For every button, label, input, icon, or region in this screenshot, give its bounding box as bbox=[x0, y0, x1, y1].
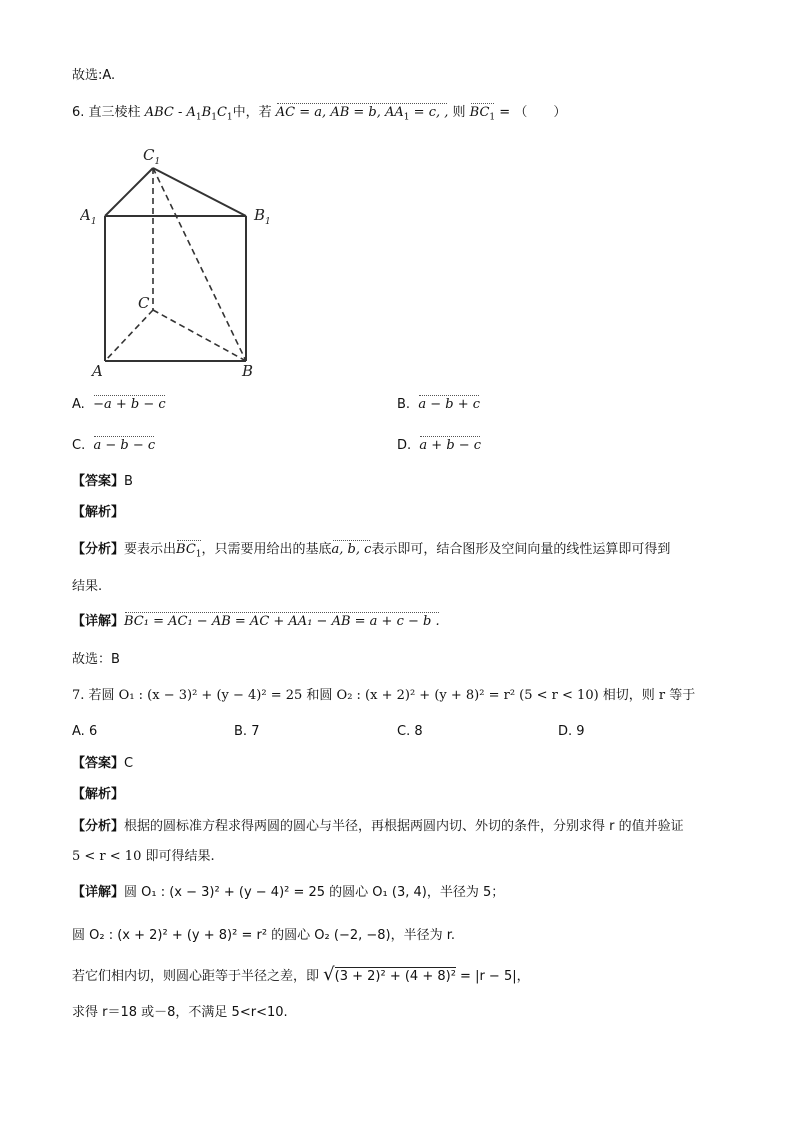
q7-detail-3: 若它们相内切，则圆心距等于半径之差，即 √(3 + 2)² + (4 + 8)² = |r − 5|， bbox=[72, 964, 530, 985]
q6-stem bbox=[72, 103, 566, 128]
q7-analysis-heading: 【解析】 bbox=[72, 787, 125, 802]
sqrt-radicand: (3 + 2)² + (4 + 8)² bbox=[334, 969, 456, 984]
prism-name: ABC - $A_1B_1C_1$ bbox=[144, 105, 233, 123]
q6-option-a: A. −a + b − c bbox=[72, 395, 166, 415]
q6-conclusion: 故选：B bbox=[72, 652, 120, 667]
q6-fenxi: 【分析】要表示出$BC_1$，只需要用给出的基底a, b, c表示即可，结合图形及空间向量的线性运算即可得到 bbox=[72, 540, 670, 565]
q6-number: 6. bbox=[72, 105, 85, 120]
q7-stem: 7. 若圆 O₁ : (x − 3)² + (y − 4)² = 25 和圆 O₂ : (x + 2)² + (y + 8)² = r² (5 < r < 10) 相切，则 r 等于 bbox=[72, 688, 696, 703]
conclusion-q5: 故选:A. bbox=[72, 68, 116, 83]
label-b1: $B_1$ bbox=[254, 206, 271, 227]
q7-fenxi-end: 5 < r < 10 即可得结果. bbox=[72, 849, 215, 864]
label-c: C bbox=[138, 294, 150, 312]
edge-a1c1 bbox=[105, 168, 153, 216]
q6-option-d: D. a + b − c bbox=[397, 436, 481, 456]
label-a: A bbox=[92, 362, 103, 380]
q6-stem-d: = （ ） bbox=[499, 105, 567, 120]
q6-option-b: B. a − b + c bbox=[397, 395, 480, 415]
q6-stem-a: 直三棱柱 bbox=[88, 105, 141, 120]
target-vector-2: $BC_1$ bbox=[176, 540, 201, 565]
q7-option-d: D. 9 bbox=[558, 724, 585, 739]
target-vector: $BC_1$ bbox=[470, 103, 495, 128]
q6-stem-c: 则 bbox=[452, 105, 466, 120]
given-vectors: AC = a, AB = b, $AA_1 = c$, , bbox=[276, 103, 449, 128]
q7-option-b: B. 7 bbox=[234, 724, 260, 739]
q7-fenxi: 【分析】根据的圆标准方程求得两圆的圆心与半径，再根据两圆内切、外切的条件，分别求得 r 的值并验证 bbox=[72, 819, 684, 834]
q6-option-c: C. a − b − c bbox=[72, 436, 155, 456]
q6-xiangjie: 【详解】BC₁ = AC₁ − AB = AC + AA₁ − AB = a + c − b . bbox=[72, 612, 440, 632]
label-a1: $A_1$ bbox=[80, 206, 97, 227]
q7-option-a: A. 6 bbox=[72, 724, 98, 739]
q7-option-c: C. 8 bbox=[397, 724, 423, 739]
q6-analysis-heading: 【解析】 bbox=[72, 505, 125, 520]
sqrt-symbol: √ bbox=[323, 964, 335, 985]
label-b: B bbox=[242, 362, 254, 380]
edge-cb-hidden bbox=[153, 310, 246, 361]
edge-ac-hidden bbox=[105, 310, 153, 361]
diagonal-bc1-hidden bbox=[153, 168, 246, 361]
q6-fenxi-end: 结果. bbox=[72, 579, 103, 594]
prism-figure bbox=[80, 140, 290, 380]
q7-detail-2: 圆 O₂ : (x + 2)² + (y + 8)² = r² 的圆心 O₂ (−2, −8)，半径为 r. bbox=[72, 928, 456, 943]
edge-c1b1 bbox=[153, 168, 246, 216]
label-c1: $C_1$ bbox=[143, 146, 161, 167]
q7-xiangjie: 【详解】圆 O₁ : (x − 3)² + (y − 4)² = 25 的圆心 O₁ (3, 4)，半径为 5； bbox=[72, 885, 505, 900]
q6-stem-b: 中，若 bbox=[232, 105, 272, 120]
q6-answer: 【答案】B bbox=[72, 474, 133, 489]
q7-answer: 【答案】C bbox=[72, 756, 134, 771]
q7-detail-4: 求得 r＝18 或－8，不满足 5<r<10. bbox=[72, 1005, 288, 1020]
